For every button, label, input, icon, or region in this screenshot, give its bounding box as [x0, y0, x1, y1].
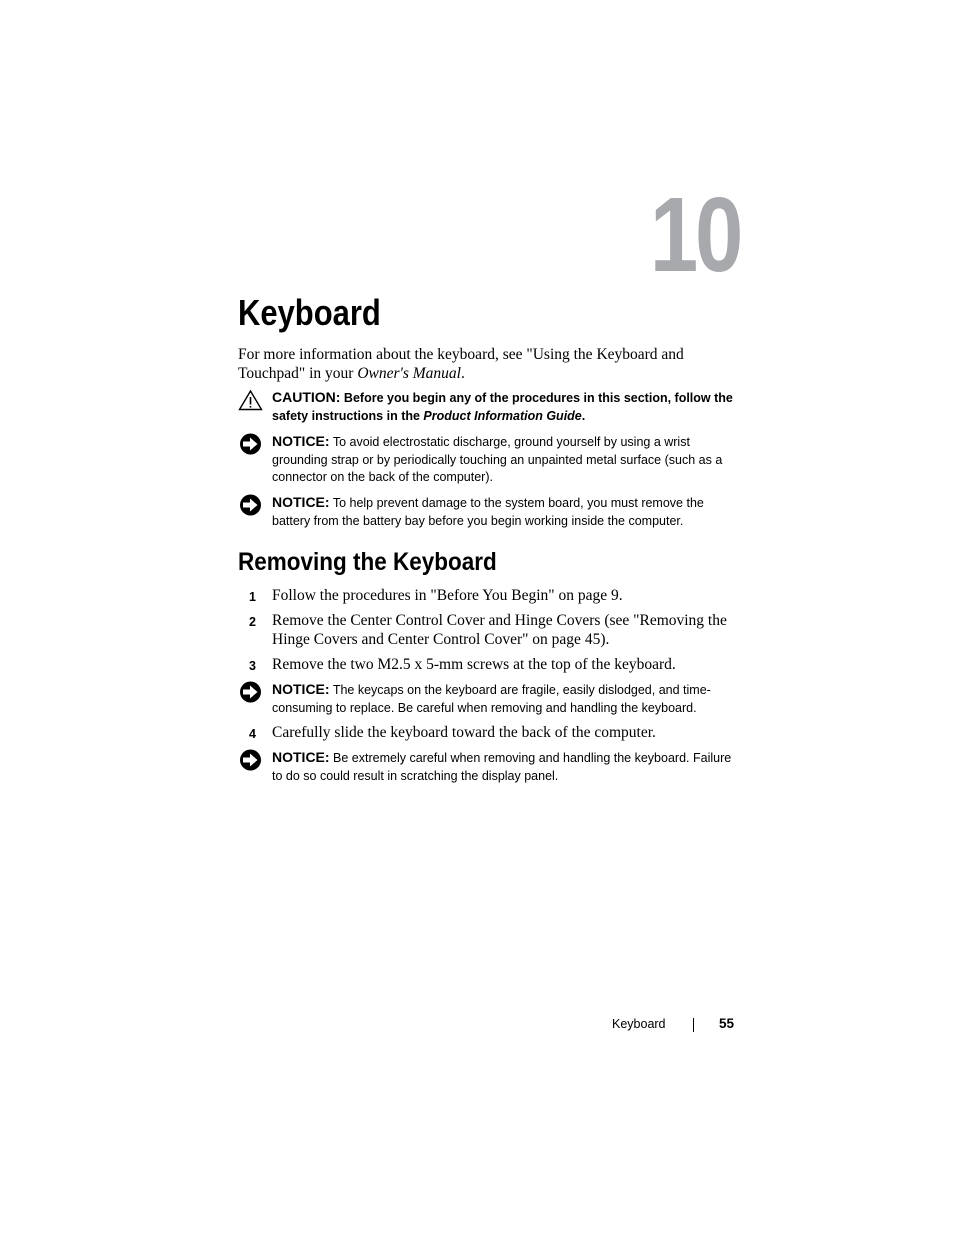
notice-arrow-icon	[238, 433, 263, 455]
step-text: Carefully slide the keyboard toward the back of the computer.	[272, 724, 656, 741]
notice-text: To help prevent damage to the system board, you must remove the battery from the battery bay before you begin working inside the computer.	[272, 496, 704, 528]
chapter-title: Keyboard	[238, 292, 381, 333]
warning-triangle-icon	[238, 389, 263, 411]
notice-label: NOTICE:	[272, 749, 330, 765]
notice-text: Be extremely careful when removing and handling the keyboard. Failure to do so could result in scratching the display panel.	[272, 751, 732, 783]
chapter-number: 10	[649, 176, 740, 294]
notice-arrow-icon	[238, 681, 263, 703]
notice-arrow-icon	[238, 749, 263, 771]
owners-manual-link-text: Owner's Manual	[357, 365, 461, 382]
step-4	[238, 723, 738, 742]
notice-label: NOTICE:	[272, 681, 330, 697]
notice-label: NOTICE:	[272, 494, 330, 510]
step-3	[238, 655, 738, 674]
notice-text: The keycaps on the keyboard are fragile, easily dislodged, and time-consuming to replace. Be careful when removing and handling the keyboard.	[272, 683, 711, 715]
step-text: Remove the two M2.5 x 5-mm screws at the top of the keyboard.	[272, 656, 676, 673]
step-number: 3	[249, 659, 256, 673]
footer-separator	[693, 1018, 694, 1032]
notice-3	[238, 681, 738, 717]
notice-arrow-icon	[238, 494, 263, 516]
page-footer	[560, 1015, 736, 1035]
caution-text: Before you begin any of the procedures in this section, follow the safety instructions in the	[272, 391, 733, 423]
caution-label: CAUTION:	[272, 389, 341, 405]
step-number: 2	[249, 615, 256, 629]
notice-1	[238, 433, 738, 487]
step-number: 4	[249, 727, 256, 741]
step-1	[238, 586, 738, 605]
caution-end: .	[581, 408, 586, 423]
step-number: 1	[249, 590, 256, 604]
caution-note	[238, 389, 738, 425]
step-text: Remove the Center Control Cover and Hinge Covers (see "Removing the Hinge Covers and Center Control Cover" on page 45).	[272, 612, 727, 648]
product-information-guide: Product Information Guide	[423, 408, 582, 423]
step-2	[238, 611, 738, 649]
notice-label: NOTICE:	[272, 433, 330, 449]
notice-2	[238, 494, 738, 530]
step-text: Follow the procedures in "Before You Begin" on page 9.	[272, 587, 623, 604]
intro-end: .	[460, 365, 465, 382]
page-number: 55	[718, 1016, 734, 1031]
intro-text: For more information about the keyboard, see "Using the Keyboard and Touchpad" in your	[238, 346, 684, 382]
intro-paragraph	[238, 345, 738, 383]
notice-4	[238, 749, 738, 785]
footer-chapter-label: Keyboard	[612, 1017, 666, 1031]
notice-text: To avoid electrostatic discharge, ground yourself by using a wrist grounding strap or by periodically touching an unpainted metal surface (such as a connector on the back of the computer).	[272, 435, 723, 484]
section-title: Removing the Keyboard	[238, 548, 497, 576]
